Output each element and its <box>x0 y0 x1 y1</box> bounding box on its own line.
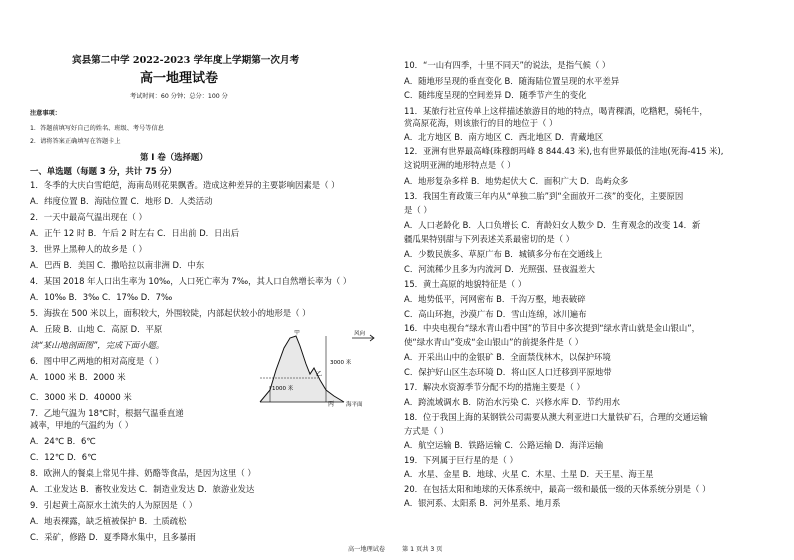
exam-subtitle: 高一地理试卷 <box>140 71 219 86</box>
label-yi: 乙 <box>316 371 323 378</box>
question-line: A．水星、金星 B．地球、火星 C．木星、土星 D．天王星、海王星 <box>404 469 654 479</box>
question-line: 10．“一山有四季，十里不同天”的说法，是指气候（ ） <box>404 60 611 70</box>
question-line: A．10‰ B．3‰ C．17‰ D．7‰ <box>30 292 173 302</box>
question-line: 17．解决水资源季节分配不均的措施主要是（ ） <box>404 382 585 392</box>
label-3000: 3000 米 <box>330 360 352 366</box>
question-line: A．工业发达 B．畜牧业发达 C．制造业发达 D．旅游业发达 <box>30 484 255 494</box>
question-line: 1．冬季的大庆白雪皑皑，海南岛则花果飘香。造成这种差异的主要影响因素是（ ） <box>30 180 340 190</box>
question-line: 3．世界上黑种人的故乡是（ ） <box>30 244 147 254</box>
exam-info: 考试时间：60 分钟；总分：100 分 <box>130 93 228 100</box>
question-line: A．少数民族多、草原广布 B．城镇多分布在交通线上 <box>404 249 603 259</box>
question-line: C．采矿，修路 D．夏季降水集中，且多暴雨 <box>30 532 196 542</box>
question-line: A．开采出山中的金银矿 B．全面禁伐林木，以保护环境 <box>404 352 611 362</box>
question-line: 这说明亚洲的地形特点是（ ） <box>404 160 516 170</box>
question-line: C．12℃ D．6℃ <box>30 452 97 462</box>
question-line: 是（ ） <box>404 205 432 215</box>
question-line: 2．一天中最高气温出现在（ ） <box>30 212 147 222</box>
label-bing: 丙 <box>328 401 335 408</box>
question-line: C．随纬度呈现的空间差异 D．随季节产生的变化 <box>404 90 587 100</box>
question-line: A．北方地区 B．南方地区 C．西北地区 D．青藏地区 <box>404 132 604 142</box>
question-line: A．巴西 B．美国 C．撒哈拉以南非洲 D．中东 <box>30 260 205 270</box>
question-line: A．地形复杂多样 B．地势起伏大 C．面积广大 D．岛屿众多 <box>404 176 629 186</box>
question-line: A．地势低平，河网密布 B．千沟万壑，地表破碎 <box>404 294 586 304</box>
question-line: A．地表裸露，缺乏植被保护 B．土质疏松 <box>30 516 187 526</box>
label-sea-level: 海平面 <box>346 402 363 408</box>
question-line: C．保护好山区生态环境 D．将山区人口迁移到平原地带 <box>404 367 612 377</box>
question-line: A．1000 米 B．2000 米 <box>30 372 126 382</box>
question-line: C．河流稀少且多为内流河 D．光照强、昼夜温差大 <box>404 264 595 274</box>
question-line: C．3000 米 D．40000 米 <box>30 392 132 402</box>
question-line: 4．某国 2018 年人口出生率为 10‰，人口死亡率为 7‰，其人口自然增长率为（ ） <box>30 276 352 286</box>
question-line: A．丘陵 B．山地 C．高原 D．平原 <box>30 324 163 334</box>
label-jia: 甲 <box>294 330 301 336</box>
question-line: 18．位于我国上海的某钢铁公司需要从澳大利亚进口大量铁矿石，合理的交通运输 <box>404 412 708 422</box>
question-line: 赏高原花海，则该旅行的目的地位于（ ） <box>404 118 558 128</box>
question-line: 9．引起黄土高原水土流失的人为原因是（ ） <box>30 500 198 510</box>
section-subtitle: 一、单选题（每题 3 分，共计 75 分） <box>30 166 177 176</box>
question-line: C．高山环抱，沙漠广布 D．雪山连绵，冰川遍布 <box>404 309 587 319</box>
question-line: 8．欧洲人的餐桌上常见牛排、奶酪等食品，是因为这里（ ） <box>30 468 256 478</box>
question-line: 11．某旅行社宣传单上这样描述旅游目的地的特点，喝青稞酒，吃糌粑，骑牦牛， <box>404 106 708 116</box>
question-line: A．纬度位置 B．海陆位置 C．地形 D．人类活动 <box>30 196 213 206</box>
question-line: 使“绿水青山”变成“金山银山”的前提条件是（ ） <box>404 337 584 347</box>
label-1000: 1000 米 <box>272 386 294 392</box>
question-line: 19．下列属于巨行星的是（ ） <box>404 455 518 465</box>
label-wind: 风向 <box>354 331 366 337</box>
question-line: A．银河系、太阳系 B．河外星系、地月系 <box>404 498 561 508</box>
question-line: A．正午 12 时 B．午后 2 时左右 C．日出前 D．日出后 <box>30 228 240 238</box>
question-line: 12．亚洲有世界最高峰(珠穆朗玛峰 8 844.43 米),也有世界最低的洼地(死海-415 米), <box>404 146 724 156</box>
question-line: 13．我国生育政策三年内从“单独二胎”到“全面放开二孩”的变化，主要原因 <box>404 191 684 201</box>
question-line: A．随地形呈现的垂直变化 B．随海陆位置呈现的水平差异 <box>404 76 620 86</box>
exam-title: 宾县第二中学 2022-2023 学年度上学期第一次月考 <box>72 55 300 66</box>
section-title: 第 Ⅰ 卷（选择题） <box>140 152 208 162</box>
question-line: A．跨流域调水 B．防治水污染 C．兴修水库 D．节约用水 <box>404 397 621 407</box>
question-line: 16．中央电视台“绿水青山看中国”的节目中多次提到“绿水青山就是金山银山”， <box>404 323 701 333</box>
question-intro: 读“某山地剖面图”，完成下面小题。 <box>30 340 165 350</box>
question-line: 5．海拔在 500 米以上，面积较大，外围较陡，内部起伏较小的地形是（ ） <box>30 308 311 318</box>
question-line: A．航空运输 B．铁路运输 C．公路运输 D．海洋运输 <box>404 440 604 450</box>
note-item: 2．请将答案正确填写在答题卡上 <box>30 138 121 145</box>
note-item: 1．答题前填写好自己的姓名、班级、考号等信息 <box>30 125 164 132</box>
question-line: A．人口老龄化 B．人口负增长 C．育龄妇女人数少 D．生育观念的改变 14．新 <box>404 220 701 230</box>
footer-right: 第 1 页共 3 页 <box>402 546 443 553</box>
question-line: 7．乙地气温为 18℃时，根据气温垂直递 <box>30 408 184 418</box>
question-line: 减率，甲地的气温约为（ ） <box>30 420 134 430</box>
footer-left: 高一地理试卷 <box>348 546 386 553</box>
question-line: 疆瓜果特别甜与下列表述关系最密切的是（ ） <box>404 234 575 244</box>
question-line: 20．在包括太阳和地球的天体系统中，最高一级和最低一级的天体系统分别是（ ） <box>404 484 711 494</box>
question-line: A．24℃ B．6℃ <box>30 436 96 446</box>
question-line: 6．图中甲乙两地的相对高度是（ ） <box>30 356 164 366</box>
notes-heading: 注意事项： <box>30 110 61 117</box>
question-line: 方式是（ ） <box>404 426 449 436</box>
mountain-profile-diagram <box>240 330 400 408</box>
question-line: 15．黄土高原的地貌特征是（ ） <box>404 279 527 289</box>
